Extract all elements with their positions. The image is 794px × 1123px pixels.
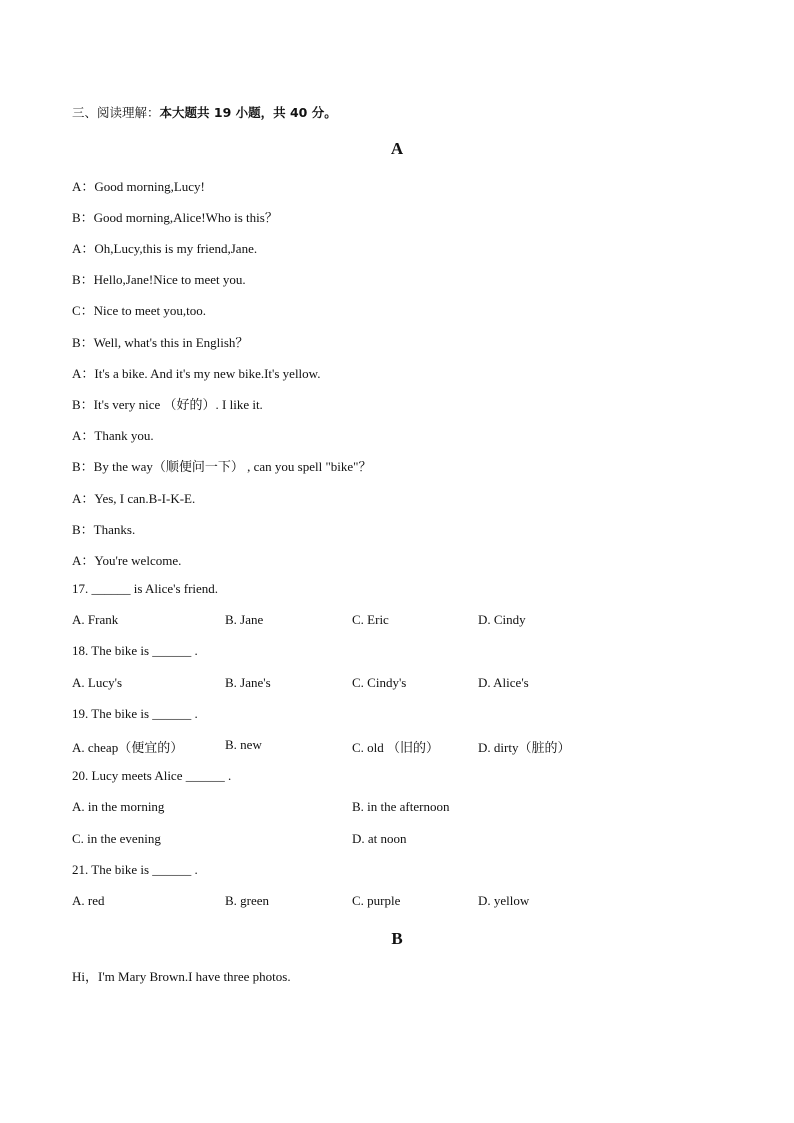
dialogue-line xyxy=(72,363,320,382)
section-heading-prefix: 三、阅读理解： xyxy=(72,105,160,120)
dialogue-text: Good morning,Alice!Who is this？ xyxy=(93,210,278,225)
dialogue-line xyxy=(72,488,195,507)
question-stem-20: 20. Lucy meets Alice ______ . xyxy=(72,768,232,783)
option-21-c[interactable]: C. purple xyxy=(352,893,401,908)
speaker-label: A： xyxy=(72,428,95,443)
speaker-label: A： xyxy=(72,179,95,194)
dialogue-text: Oh,Lucy,this is my friend,Jane. xyxy=(94,241,258,256)
passage-b-title: B xyxy=(391,929,403,948)
speaker-label: B： xyxy=(72,397,94,412)
dialogue-line xyxy=(72,456,371,475)
speaker-label: B： xyxy=(72,522,94,537)
dialogue-text: Good morning,Lucy! xyxy=(94,179,205,194)
dialogue-line xyxy=(72,238,257,257)
speaker-label: A： xyxy=(72,491,95,506)
dialogue-text: Nice to meet you,too. xyxy=(93,303,206,318)
dialogue-text: Yes, I can.B-I-K-E. xyxy=(94,491,196,506)
dialogue-line xyxy=(72,176,205,195)
question-stem-19: 19. The bike is ______ . xyxy=(72,706,198,721)
dialogue-text: Thank you. xyxy=(94,428,154,443)
dialogue-line xyxy=(72,269,246,288)
dialogue-line xyxy=(72,300,206,319)
speaker-label: A： xyxy=(72,241,95,256)
option-18-a[interactable]: A. Lucy's xyxy=(72,675,123,690)
speaker-label: B： xyxy=(72,210,94,225)
option-18-c[interactable]: C. Cindy's xyxy=(352,675,407,690)
option-17-b[interactable]: B. Jane xyxy=(225,612,264,627)
dialogue-line xyxy=(72,550,181,569)
passage-a-title: A xyxy=(390,139,404,158)
option-19-a[interactable]: A. cheap（便宜的） xyxy=(72,740,184,755)
dialogue-line xyxy=(72,425,154,444)
speaker-label: B： xyxy=(72,335,94,350)
dialogue-line xyxy=(72,207,278,226)
option-18-d[interactable]: D. Alice's xyxy=(478,675,529,690)
speaker-label: A： xyxy=(72,366,95,381)
option-20-d[interactable]: D. at noon xyxy=(352,831,407,846)
speaker-label: A： xyxy=(72,553,95,568)
option-21-b[interactable]: B. green xyxy=(225,893,270,908)
option-18-b[interactable]: B. Jane's xyxy=(225,675,271,690)
option-17-c[interactable]: C. Eric xyxy=(352,612,389,627)
option-21-a[interactable]: A. red xyxy=(72,893,105,908)
question-stem-18: 18. The bike is ______ . xyxy=(72,643,198,658)
passage-b-first-line: Hi，I'm Mary Brown.I have three photos. xyxy=(72,969,291,984)
dialogue-text: By the way（顺便问一下） , can you spell "bike"？ xyxy=(93,459,372,474)
dialogue-line xyxy=(72,519,135,538)
dialogue-text: Well, what's this in English？ xyxy=(93,335,249,350)
question-stem-17: 17. ______ is Alice's friend. xyxy=(72,581,219,596)
speaker-label: C： xyxy=(72,303,94,318)
option-20-a[interactable]: A. in the morning xyxy=(72,799,165,814)
dialogue-text: It's a bike. And it's my new bike.It's yellow. xyxy=(94,366,321,381)
dialogue-text: Hello,Jane!Nice to meet you. xyxy=(93,272,246,287)
option-17-a[interactable]: A. Frank xyxy=(72,612,119,627)
option-21-d[interactable]: D. yellow xyxy=(478,893,530,908)
dialogue-text: It's very nice （好的）. I like it. xyxy=(93,397,263,412)
dialogue-line xyxy=(72,332,248,351)
question-stem-21: 21. The bike is ______ . xyxy=(72,862,198,877)
dialogue-text: You're welcome. xyxy=(94,553,182,568)
dialogue-line xyxy=(72,394,263,413)
option-19-b[interactable]: B. new xyxy=(225,737,262,752)
option-17-d[interactable]: D. Cindy xyxy=(478,612,526,627)
dialogue-text: Thanks. xyxy=(93,522,136,537)
section-heading xyxy=(72,103,337,121)
section-heading-bold: 本大题共 19 小题，共 40 分。 xyxy=(159,105,337,120)
speaker-label: B： xyxy=(72,272,94,287)
speaker-label: B： xyxy=(72,459,94,474)
option-19-d[interactable]: D. dirty（脏的） xyxy=(478,740,571,755)
option-19-c[interactable]: C. old （旧的） xyxy=(352,740,440,755)
option-20-b[interactable]: B. in the afternoon xyxy=(352,799,450,814)
option-20-c[interactable]: C. in the evening xyxy=(72,831,161,846)
